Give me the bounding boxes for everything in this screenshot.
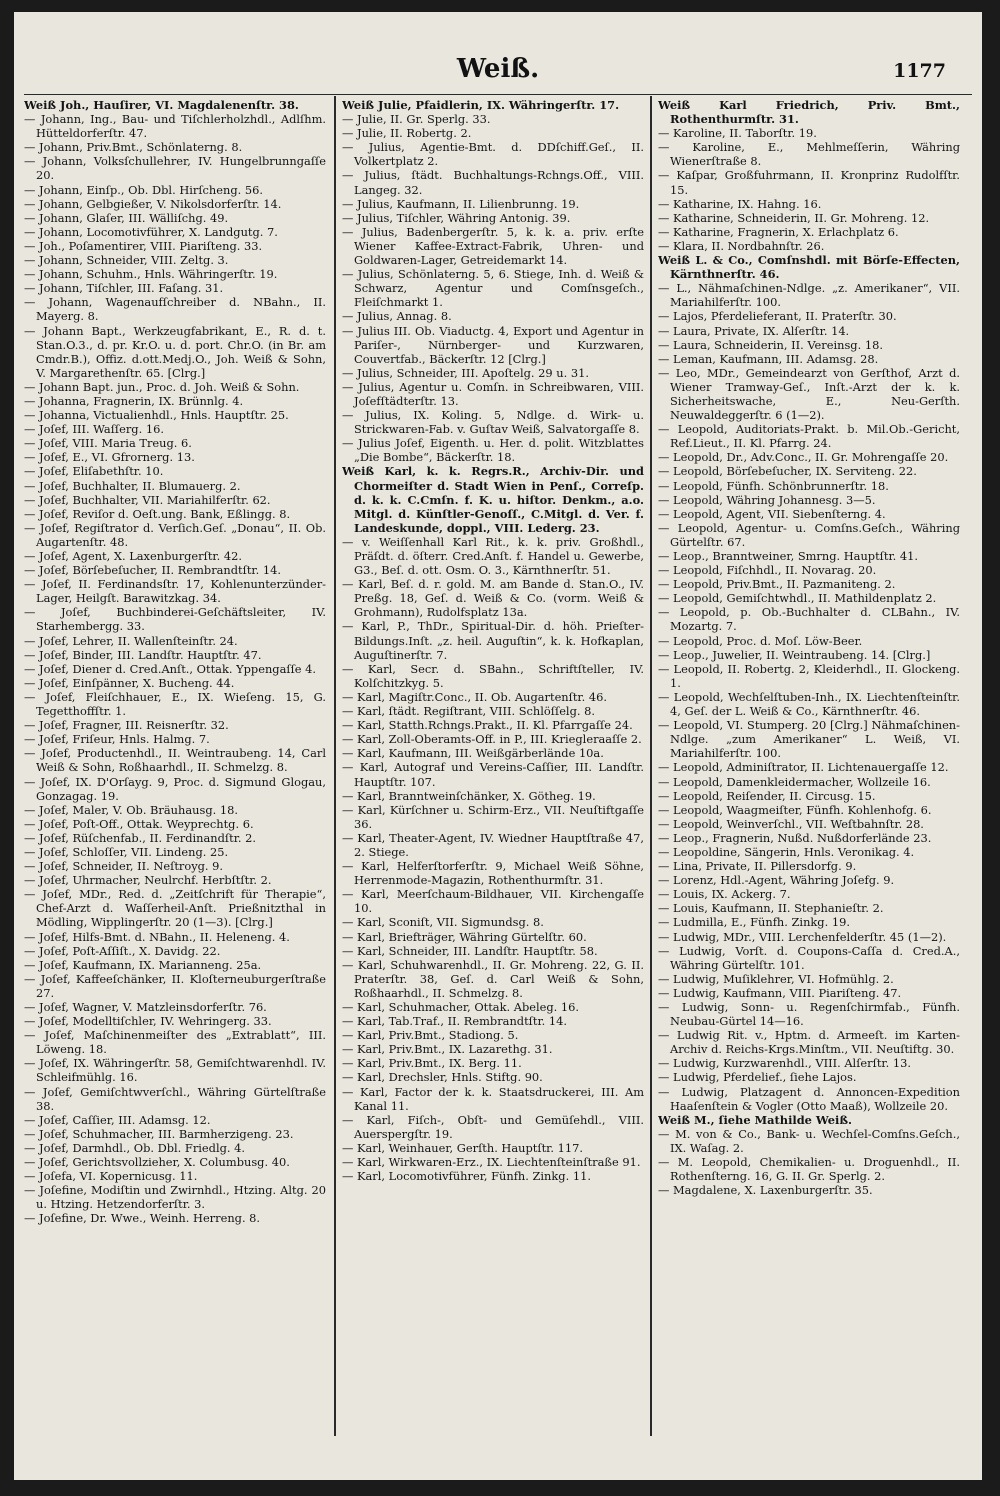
directory-entry: — Joſef, MDr., Red. d. „Zeitſchrift für Therapie“, Chef-Arzt d. Waſſerheil-Anſt. Prießnitzthal in Mödling, Wipplingerſtr. 20 (1—3). [Clrg.] xyxy=(24,887,326,930)
directory-entry: — Joſef, IX. Währingerſtr. 58, Gemiſchtwarenhdl. IV. Schleifmühlg. 16. xyxy=(24,1056,326,1085)
directory-entry: — Joſef, Lehrer, II. Wallenſteinſtr. 24. xyxy=(24,633,238,648)
directory-entry: — Karl, Priv.Bmt., IX. Lazarethg. 31. xyxy=(342,1042,553,1057)
directory-entry: — Joſef, Darmhdl., Ob. Dbl. Friedlg. 4. xyxy=(24,1140,245,1155)
directory-entry: — Leo, MDr., Gemeindearzt von Gerſthof, Arzt d. Wiener Tramway-Geſ., Inſt.-Arzt der k. k. Sicherheitswache, E., Neu-Gerſth. Neuwaldeggerſtr. 6 (1—2). xyxy=(658,365,960,423)
header-rule xyxy=(24,94,972,95)
directory-entry: — Julie, II. Robertg. 2. xyxy=(342,126,472,141)
directory-entry: — M. von & Co., Bank- u. Wechſel-Comſns.Geſch., IX. Waſag. 2. xyxy=(658,1126,960,1155)
directory-entry: — Karl, Weinhauer, Gerſth. Hauptſtr. 117. xyxy=(342,1140,583,1155)
directory-entry: — Karl, Drechsler, Hnls. Stiftg. 90. xyxy=(342,1070,543,1085)
directory-entry: — Leopold, Agent, VII. Siebenſterng. 4. xyxy=(658,506,886,521)
directory-entry: — Leopoldine, Sängerin, Hnls. Veronikag. 4. xyxy=(658,844,915,859)
directory-entry: — Leopold, Waagmeiſter, Fünfh. Kohlenhofg. 6. xyxy=(658,802,932,817)
directory-entry: — Karl, Secr. d. SBahn., Schriftſteller, IV. Kolſchitzkyg. 5. xyxy=(342,661,644,690)
directory-entry: — Joſef, Caſſier, III. Adamsg. 12. xyxy=(24,1112,211,1127)
directory-entry: — Joſef, Gerichtsvollzieher, X. Columbusg. 40. xyxy=(24,1155,290,1170)
directory-entry: — Johann, Volksſchullehrer, IV. Hungelbrunngaſſe 20. xyxy=(24,154,326,183)
directory-entry: — Karl, Briefträger, Währing Gürtelſtr. 60. xyxy=(342,929,587,944)
directory-entry: — Johann, Priv.Bmt., Schönlaterng. 8. xyxy=(24,140,243,155)
directory-entry: — Joſef, Binder, III. Landſtr. Hauptſtr. 47. xyxy=(24,647,262,662)
directory-entry: — Johann, Wagenaufſchreiber d. NBahn., II. Mayerg. 8. xyxy=(24,295,326,324)
directory-entry: — Karl, Factor der k. k. Staatsdruckerei, III. Am Kanal 11. xyxy=(342,1084,644,1113)
directory-entry: — Joſef, Diener d. Cred.Anſt., Ottak. Yppengaſſe 4. xyxy=(24,661,317,676)
directory-entry: — Leopold, Auditoriats-Prakt. b. Mil.Ob.-Gericht, Ref.Lieut., II. Kl. Pfarrg. 24. xyxy=(658,422,960,451)
directory-entry: — Klara, II. Nordbahnſtr. 26. xyxy=(658,238,825,253)
directory-entry: — Karl, Fiſch-, Obſt- und Gemüſehdl., VIII. Auerspergſtr. 19. xyxy=(342,1112,644,1141)
directory-entry: — Joſef, Maler, V. Ob. Bräuhausg. 18. xyxy=(24,802,238,817)
directory-entry: — L., Nähmaſchinen-Ndlge. „z. Amerikaner“, VII. Mariahilferſtr. 100. xyxy=(658,281,960,310)
directory-entry: — Karl, Sconiſt, VII. Sigmundsg. 8. xyxy=(342,915,544,930)
directory-entry: — Johann, Einſp., Ob. Dbl. Hirſcheng. 56. xyxy=(24,182,263,197)
directory-entry: — Johann, Gelbgießer, V. Nikolsdorferſtr. 14. xyxy=(24,196,282,211)
directory-entry: — Johanna, Fragnerin, IX. Brünnlg. 4. xyxy=(24,393,244,408)
directory-entry: — Karl, Locomotivführer, Fünfh. Zinkg. 11. xyxy=(342,1169,591,1184)
directory-entry: — M. Leopold, Chemikalien- u. Droguenhdl., II. Rothenſterng. 16, G. II. Gr. Sperlg. 2. xyxy=(658,1155,960,1184)
directory-entry: — Joſef, Rüſchenfab., II. Ferdinandſtr. 2. xyxy=(24,830,257,845)
directory-entry: — Leopold, p. Ob.-Buchhalter d. CLBahn., IV. Mozartg. 7. xyxy=(658,605,960,634)
directory-entry: — Johanna, Victualienhdl., Hnls. Hauptſtr. 25. xyxy=(24,408,289,423)
surname-heading-entry: Weiß Julie, Pfaidlerin, IX. Währingerſtr. 17. xyxy=(342,98,620,112)
directory-entry: — Ludwig, Sonn- u. Regenſchirmfab., Fünfh. Neubau-Gürtel 14—16. xyxy=(658,1000,960,1029)
directory-entry: — Leopold, Börſebeſucher, IX. Serviteng. 22. xyxy=(658,464,917,479)
directory-entry: — Joſef, Poſt-Off., Ottak. Weyprechtg. 6. xyxy=(24,816,254,831)
directory-entry: — Leopold, Fünfh. Schönbrunnerſtr. 18. xyxy=(658,478,889,493)
directory-entry: — Ludwig, Pferdelief., ſiehe Lajos. xyxy=(658,1070,857,1085)
directory-entry: — Joſef, Schuhmacher, III. Barmherzigeng. 23. xyxy=(24,1126,294,1141)
directory-entry: — Joſef, Productenhdl., II. Weintraubeng. 14, Carl Weiß & Sohn, Roßhaarhdl., II. Schmelzg. 8. xyxy=(24,746,326,775)
directory-entry: — Julius III. Ob. Viaductg. 4, Export und Agentur in Pariſer-, Nürnberger- und Kurzwaren, Couvertfab., Bäckerſtr. 12 [Clrg.] xyxy=(342,323,644,366)
directory-entry: — Katharine, Schneiderin, II. Gr. Mohreng. 12. xyxy=(658,210,930,225)
column-right xyxy=(658,98,960,1438)
surname-heading-entry: Weiß Karl, k. k. Regrs.R., Archiv-Dir. und Chormeiſter d. Stadt Wien in Penſ., Correſp. d. k. k. C.Cmſn. f. K. u. hiſtor. Denkm., a.o. Mitgl. d. Künſtler-Genoſſ., C.Mitgl. d. Ver. f. Landeskunde, doppl., VIII. Lederg. 23. xyxy=(342,464,644,535)
directory-entry: — Joſef, Kaffeeſchänker, II. Kloſterneuburgerſtraße 27. xyxy=(24,971,326,1000)
directory-entry: — Johann Bapt. jun., Proc. d. Joh. Weiß & Sohn. xyxy=(24,379,300,394)
directory-entry: — Ludwig, Muſiklehrer, VI. Hofmühlg. 2. xyxy=(658,971,894,986)
directory-entry: — Joſef, Wagner, V. Matzleinsdorferſtr. 76. xyxy=(24,1000,267,1014)
directory-entry: — Karl, Autograf und Vereins-Caſſier, III. Landſtr. Hauptſtr. 107. xyxy=(342,760,644,789)
directory-entry: — Joſef, Uhrmacher, Neulrchf. Herbſtſtr. 2. xyxy=(24,873,272,888)
directory-entry: — Karoline, E., Mehlmeſſerin, Währing Wienerſtraße 8. xyxy=(658,140,960,169)
directory-entry: — Karl, Kaufmann, III. Weißgärberlände 10a. xyxy=(342,746,604,761)
directory-entry: — Ludwig Rit. v., Hptm. d. Armeeſt. im Karten-Archiv d. Reichs-Krgs.Minſtm., VII. Neuſtiftg. 30. xyxy=(658,1028,960,1057)
directory-entry: — Leop., Branntweiner, Smrng. Hauptſtr. 41. xyxy=(658,549,919,563)
directory-entry: — Karl, P., ThDr., Spiritual-Dir. d. höh. Prieſter-Bildungs.Inſt. „z. heil. Auguſtin“, k. k. Hofkaplan, Auguſtinerſtr. 7. xyxy=(342,619,644,662)
directory-entry: — Ludwig, Kurzwarenhdl., VIII. Alſerſtr. 13. xyxy=(658,1056,911,1071)
directory-entry: — Karl, Helferſtorferſtr. 9, Michael Weiß Söhne, Herrenmode-Magazin, Rothenthurmſtr. 31. xyxy=(342,859,644,888)
directory-entry: — Leopold, Währing Johannesg. 3—5. xyxy=(658,492,876,507)
directory-entry: — Joſef, IX. D'Orſayg. 9, Proc. d. Sigmund Glogau, Gonzagag. 19. xyxy=(24,774,326,803)
directory-entry: — Julius, IX. Koling. 5, Ndlge. d. Wirk- u. Strickwaren-Fab. v. Guſtav Weiß, Salvatorgaſſe 8. xyxy=(342,408,644,437)
directory-entry: — Joſef, Gemiſchtwverſchl., Währing Gürtelſtraße 38. xyxy=(24,1084,326,1113)
directory-entry: — Leopold, Gemiſchtwhdl., II. Mathildenplatz 2. xyxy=(658,591,937,606)
directory-entry: — Katharine, Fragnerin, X. Erlachplatz 6. xyxy=(658,224,899,239)
directory-entry: — Karl, Wirkwaren-Erz., IX. Liechtenſteinſtraße 91. xyxy=(342,1155,641,1170)
directory-entry: — Joſefine, Dr. Wwe., Weinh. Herreng. 8. xyxy=(24,1211,261,1226)
directory-entry: — Julie, II. Gr. Sperlg. 33. xyxy=(342,112,491,127)
directory-entry: — Joſef, Maſchinenmeiſter des „Extrablatt“, III. Löweng. 18. xyxy=(24,1028,326,1057)
column-left xyxy=(24,98,326,1438)
page-header xyxy=(14,50,982,90)
directory-entry: — Karl, Kürſchner u. Schirm-Erz., VII. Neuſtiftgaſſe 36. xyxy=(342,802,644,831)
directory-entry: — Karl, Theater-Agent, IV. Wiedner Hauptſtraße 47, 2. Stiege. xyxy=(342,830,644,859)
directory-entry: — Joh., Poſamentirer, VIII. Piariſteng. 33. xyxy=(24,238,263,253)
directory-entry: — Joſef, III. Waſſerg. 16. xyxy=(24,422,164,437)
directory-entry: — Joſef, Fleiſchhauer, E., IX. Wieſeng. 15, G. Tegetthoffſtr. 1. xyxy=(24,689,326,719)
directory-entry: — Magdalene, X. Laxenburgerſtr. 35. xyxy=(658,1183,873,1198)
directory-entry: — Ludwig, Vorſt. d. Coupons-Caſſa d. Cred.A., Währing Gürtelſtr. 101. xyxy=(658,943,960,972)
directory-entry: — Julius Joſef, Eigenth. u. Her. d. polit. Witzblattes „Die Bombe“, Bäckerſtr. 18. xyxy=(342,436,644,465)
directory-entry: — Julius, Annag. 8. xyxy=(342,309,452,324)
directory-entry: — Johann Bapt., Werkzeugfabrikant, E., R. d. t. Stan.O.3., d. pr. Kr.O. u. d. port. Chr.O. (in Br. am Cmdr.B.), Offiz. d.ott.Medj.O., Joh. Weiß & Sohn, V. Margarethenſtr. 65. [Clrg.] xyxy=(24,323,326,380)
directory-entry: — Lina, Private, II. Pillersdorfg. 9. xyxy=(658,859,857,874)
directory-entry: — Johann, Locomotivführer, X. Landgutg. 7. xyxy=(24,224,278,239)
directory-entry: — Karl, Priv.Bmt., Stadiong. 5. xyxy=(342,1028,519,1043)
directory-entry: — Karl, Priv.Bmt., IX. Berg. 11. xyxy=(342,1056,522,1071)
directory-entry: — Joſef, Börſebeſucher, II. Rembrandtſtr. 14. xyxy=(24,563,281,578)
directory-entry: — Julius, ſtädt. Buchhaltungs-Rchngs.Off., VIII. Langeg. 32. xyxy=(342,168,644,197)
directory-entry: — Ludwig, Platzagent d. Annoncen-Expedition Haaſenſtein & Vogler (Otto Maaß), Wollzeile 20. xyxy=(658,1084,960,1113)
directory-entry: — Leopold, Priv.Bmt., II. Pazmaniteng. 2. xyxy=(658,577,896,592)
directory-entry: — Louis, IX. Ackerg. 7. xyxy=(658,887,791,902)
directory-entry: — Johann, Glaſer, III. Wälliſchg. 49. xyxy=(24,210,229,225)
directory-entry: — Joſef, Reviſor d. Oeſt.ung. Bank, Eßlingg. 8. xyxy=(24,506,291,521)
directory-entry: — Joſef, Kaufmann, IX. Marianneng. 25a. xyxy=(24,957,262,972)
surname-heading-entry: Weiß Joh., Hauſirer, VI. Magdalenenſtr. 38. xyxy=(24,98,299,112)
surname-heading-entry: Weiß L. & Co., Comſnshdl. mit Börſe-Effecten, Kärnthnerſtr. 46. xyxy=(658,253,960,282)
directory-entry: — Joſef, Buchhalter, VII. Mariahilferſtr. 62. xyxy=(24,492,271,507)
directory-entry: — Julius, Badenbergerſtr. 5, k. k. a. priv. erſte Wiener Kaffee-Extract-Fabrik, Uhren- und Goldwaren-Lager, Getreidemarkt 14. xyxy=(342,224,644,268)
directory-entry: — Lajos, Pferdelieferant, II. Praterſtr. 30. xyxy=(658,309,897,324)
directory-entry: — Julius, Agentur u. Comſn. in Schreibwaren, VIII. Joſefſtädterſtr. 13. xyxy=(342,379,644,408)
surname-heading-entry: Weiß Karl Friedrich, Priv. Bmt., Rothenthurmſtr. 31. xyxy=(658,98,960,127)
directory-entry: — Joſef, Schloſſer, VII. Lindeng. 25. xyxy=(24,844,229,859)
directory-entry: — Leopold, Proc. d. Moſ. Löw-Beer. xyxy=(658,633,863,648)
directory-entry: — Joſef, Poſt-Aſſiſt., X. Davidg. 22. xyxy=(24,943,221,958)
directory-entry: — Julius, Agentie-Bmt. d. DDſchiff.Geſ., II. Volkertplatz 2. xyxy=(342,140,644,169)
directory-entry: — Julius, Schönlaterng. 5, 6. Stiege, Inh. d. Weiß & Schwarz, Agentur und Comſnsgeſch., Fleiſchmarkt 1. xyxy=(342,267,644,310)
directory-entry: — Karl, Tab.Traf., II. Rembrandtſtr. 14. xyxy=(342,1014,567,1029)
directory-entry: — Leopold, Damenkleidermacher, Wollzeile 16. xyxy=(658,774,931,789)
directory-entry: — Leopold, Dr., Adv.Conc., II. Gr. Mohrengaſſe 20. xyxy=(658,450,949,465)
directory-entry: — Leman, Kaufmann, III. Adamsg. 28. xyxy=(658,351,879,366)
directory-entry: — Leopold, Wechſelſtuben-Inh., IX. Liechtenſteinſtr. 4, Geſ. der L. Weiß & Co., Kärnthnerſtr. 46. xyxy=(658,689,960,719)
directory-page xyxy=(14,12,982,1480)
directory-entry: — Leopold, II. Robertg. 2, Kleiderhdl., II. Glockeng. 1. xyxy=(658,661,960,690)
directory-entry: — Joſef, Regiſtrator d. Verſich.Geſ. „Donau“, II. Ob. Augartenſtr. 48. xyxy=(24,520,326,549)
directory-entry: — Ludwig, Kaufmann, VIII. Piariſteng. 47. xyxy=(658,985,902,1000)
directory-entry: — Ludmilla, E., Fünfh. Zinkg. 19. xyxy=(658,915,850,930)
directory-entry: — Ludwig, MDr., VIII. Lerchenfelderſtr. 45 (1—2). xyxy=(658,929,947,944)
directory-entry: — Kaſpar, Großfuhrmann, II. Kronprinz Rudolfſtr. 15. xyxy=(658,168,960,197)
directory-entry: — Joſef, Buchbinderei-Geſchäftsleiter, IV. Starhembergg. 33. xyxy=(24,605,326,634)
directory-entry: — Karl, Schneider, III. Landſtr. Hauptſtr. 58. xyxy=(342,943,598,958)
directory-entry: — Joſef, Modelltiſchler, IV. Wehringerg. 33. xyxy=(24,1014,272,1029)
directory-entry: — Laura, Private, IX. Alſerſtr. 14. xyxy=(658,323,850,338)
directory-entry: — Leopold, Fiſchhdl., II. Novarag. 20. xyxy=(658,563,877,578)
directory-entry: — Joſef, Buchhalter, II. Blumauerg. 2. xyxy=(24,478,241,493)
directory-entry: — Joſefine, Modiſtin und Zwirnhdl., Htzing. Altg. 20 u. Htzing. Hetzendorferſtr. 3. xyxy=(24,1183,326,1212)
directory-entry: — Joſef, II. Ferdinandsſtr. 17, Kohlenunterzünder-Lager, Heilgſt. Barawitzkag. 34. xyxy=(24,577,326,606)
directory-entry: — Karl, Statth.Rchngs.Prakt., II. Kl. Pfarrgaſſe 24. xyxy=(342,718,633,733)
directory-entry: — Joſef, E., VI. Gfrornerg. 13. xyxy=(24,450,195,465)
directory-entry: — Joſef, Schneider, II. Neſtroyg. 9. xyxy=(24,859,224,874)
directory-entry: — Leop., Juwelier, II. Weintraubeng. 14. [Clrg.] xyxy=(658,647,931,662)
page-number: 1177 xyxy=(893,60,946,82)
directory-entry: — Joſef, Hilfs-Bmt. d. NBahn., II. Heleneng. 4. xyxy=(24,929,290,944)
directory-entry: — Karl, ſtädt. Regiſtrant, VIII. Schlöſſelg. 8. xyxy=(342,704,595,719)
column-divider xyxy=(334,96,336,1436)
directory-entry: — Joſef, Friſeur, Hnls. Halmg. 7. xyxy=(24,732,210,747)
directory-entry: — Leopold, VI. Stumperg. 20 [Clrg.] Nähmaſchinen-Ndlge. „zum Amerikaner“ L. Weiß, VI. Mariahilferſtr. 100. xyxy=(658,718,960,761)
directory-entry: — Julius, Tiſchler, Währing Antonig. 39. xyxy=(342,210,571,225)
directory-entry: — Leopold, Agentur- u. Comſns.Geſch., Währing Gürtelſtr. 67. xyxy=(658,520,960,549)
directory-entry: — v. Weiſſenhall Karl Rit., k. k. priv. Großhdl., Präſdt. d. öſterr. Cred.Anſt. f. Handel u. Gewerbe, G3., Beſ. d. ott. Osm. O. 3., Kärnthnerſtr. 51. xyxy=(342,534,644,578)
directory-entry: — Julius, Schneider, III. Apoſtelg. 29 u. 31. xyxy=(342,365,589,380)
directory-entry: — Joſefa, VI. Kopernicusg. 11. xyxy=(24,1169,198,1184)
directory-entry: — Karl, Magiſtr.Conc., II. Ob. Augartenſtr. 46. xyxy=(342,689,607,704)
directory-entry: — Karl, Schuhmacher, Ottak. Abeleg. 16. xyxy=(342,1000,580,1014)
directory-entry: — Joſef, Fragner, III. Reisnerſtr. 32. xyxy=(24,718,229,733)
column-divider xyxy=(650,96,652,1436)
directory-entry: — Laura, Schneiderin, II. Vereinsg. 18. xyxy=(658,337,883,352)
running-title: Weiß. xyxy=(456,54,540,84)
directory-entry: — Leop., Fragnerin, Nußd. Nußdorferlände 23. xyxy=(658,830,932,845)
directory-entry: — Johann, Schneider, VIII. Zeltg. 3. xyxy=(24,253,229,268)
directory-entry: — Joſef, VIII. Maria Treug. 6. xyxy=(24,436,192,451)
directory-entry: — Karl, Schuhwarenhdl., II. Gr. Mohreng. 22, G. II. Praterſtr. 38, Geſ. d. Carl Weiß & Sohn, Roßhaarhdl., II. Schmelzg. 8. xyxy=(342,957,644,1000)
directory-entry: — Karl, Meerſchaum-Bildhauer, VII. Kirchengaſſe 10. xyxy=(342,887,644,916)
directory-entry: — Karoline, II. Taborſtr. 19. xyxy=(658,126,817,141)
directory-entry: — Joſef, Eliſabethſtr. 10. xyxy=(24,464,164,479)
surname-heading-entry: Weiß M., ſiehe Mathilde Weiß. xyxy=(658,1112,852,1127)
directory-entry: — Lorenz, Hdl.-Agent, Währing Joſefg. 9. xyxy=(658,873,895,888)
directory-entry: — Johann, Ing., Bau- und Tiſchlerholzhdl., Adlſhm. Hütteldorferſtr. 47. xyxy=(24,112,326,141)
directory-entry: — Karl, Zoll-Oberamts-Off. in P., III. Kriegleraaſſe 2. xyxy=(342,732,642,747)
directory-entry: — Joſef, Agent, X. Laxenburgerſtr. 42. xyxy=(24,549,242,563)
directory-entry: — Johann, Tiſchler, III. Faſang. 31. xyxy=(24,281,224,296)
directory-entry: — Katharine, IX. Hahng. 16. xyxy=(658,196,822,211)
directory-entry: — Louis, Kaufmann, II. Stephanieſtr. 2. xyxy=(658,901,884,916)
directory-entry: — Julius, Kaufmann, II. Lilienbrunng. 19. xyxy=(342,196,580,211)
directory-entry: — Karl, Beſ. d. r. gold. M. am Bande d. Stan.O., IV. Preßg. 18, Geſ. d. Weiß & Co. (vorm. Weiß & Grohmann), Rudolfsplatz 13a. xyxy=(342,577,644,620)
directory-entry: — Leopold, Adminiſtrator, II. Lichtenauergaſſe 12. xyxy=(658,760,949,775)
directory-entry: — Leopold, Weinverſchl., VII. Weſtbahnſtr. 28. xyxy=(658,816,924,831)
directory-entry: — Karl, Branntweinſchänker, X. Götheg. 19. xyxy=(342,788,596,803)
column-middle xyxy=(342,98,644,1438)
directory-entry: — Leopold, Reiſender, II. Circusg. 15. xyxy=(658,788,876,803)
directory-entry: — Joſef, Einſpänner, X. Bucheng. 44. xyxy=(24,675,235,690)
directory-entry: — Johann, Schuhm., Hnls. Währingerſtr. 19. xyxy=(24,267,278,282)
